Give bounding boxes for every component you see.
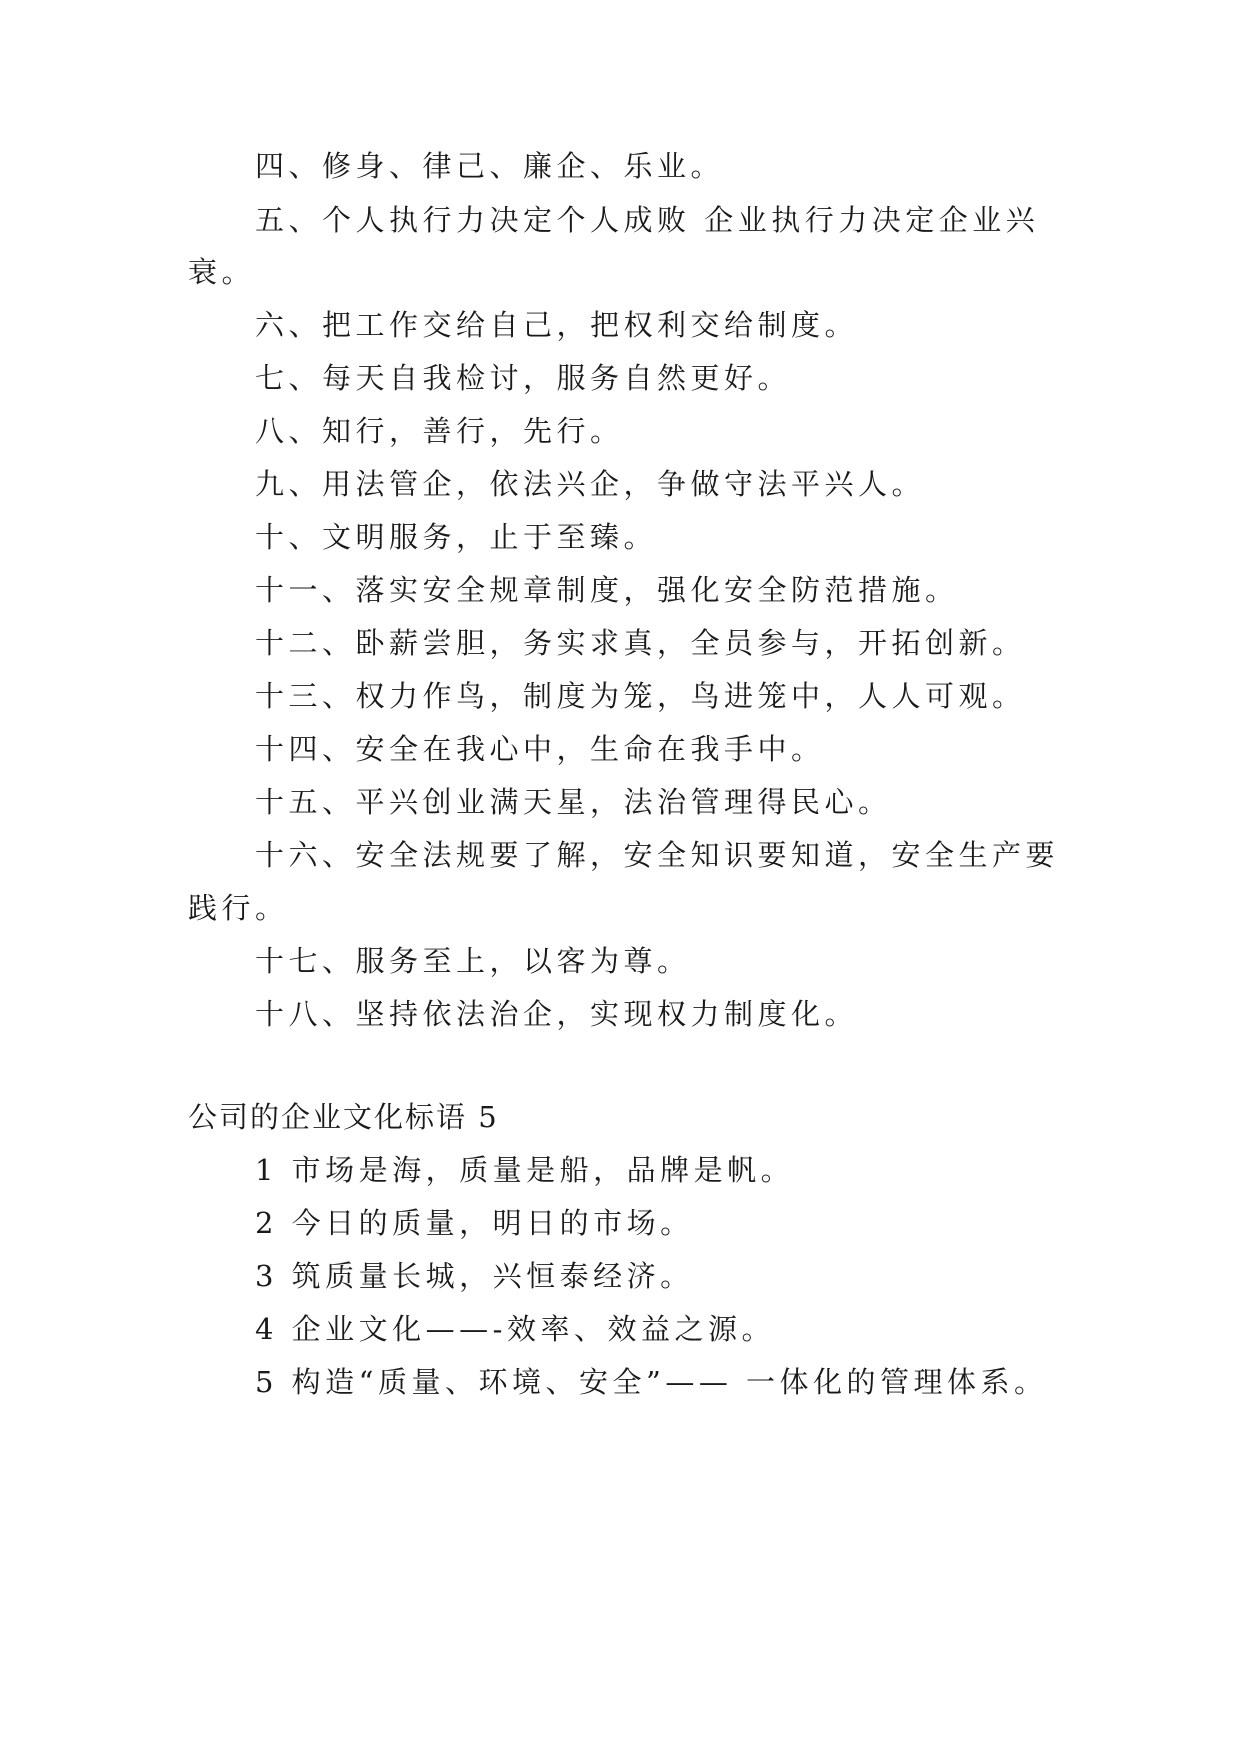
numbered-slogan: 5 构造“质量、环境、安全”—— 一体化的管理体系。	[255, 1365, 1048, 1399]
numbered-slogan: 2 今日的质量，明日的市场。	[255, 1206, 694, 1240]
slogan-line: 七、每天自我检讨，服务自然更好。	[255, 361, 792, 395]
slogan-line: 四、修身、律己、廉企、乐业。	[255, 149, 725, 183]
slogan-line: 十二、卧薪尝胆，务实求真，全员参与，开拓创新。	[255, 626, 1026, 660]
slogan-line: 九、用法管企，依法兴企，争做守法平兴人。	[255, 467, 926, 501]
slogan-line: 十四、安全在我心中，生命在我手中。	[255, 732, 825, 766]
slogan-line: 十三、权力作鸟，制度为笼，鸟进笼中，人人可观。	[255, 679, 1026, 713]
slogan-line: 十八、坚持依法治企，实现权力制度化。	[255, 997, 859, 1031]
slogan-line: 八、知行，善行，先行。	[255, 414, 624, 448]
slogan-line: 十七、服务至上，以客为尊。	[255, 944, 691, 978]
slogan-line: 十一、落实安全规章制度，强化安全防范措施。	[255, 573, 959, 607]
slogan-line: 十六、安全法规要了解，安全知识要知道，安全生产要	[255, 838, 1060, 872]
section-title: 公司的企业文化标语 5	[188, 1100, 499, 1134]
slogan-line: 十五、平兴创业满天星，法治管理得民心。	[255, 785, 892, 819]
slogan-line-continuation: 衰。	[188, 255, 256, 289]
numbered-slogan: 4 企业文化——-效率、效益之源。	[255, 1312, 775, 1346]
slogan-line-continuation: 践行。	[188, 891, 289, 925]
slogan-line: 六、把工作交给自己，把权利交给制度。	[255, 308, 859, 342]
slogan-line: 十、文明服务，止于至臻。	[255, 520, 658, 554]
slogan-line: 五、个人执行力决定个人成败 企业执行力决定企业兴	[255, 203, 1040, 237]
numbered-slogan: 1 市场是海，质量是船，品牌是帆。	[255, 1153, 795, 1187]
numbered-slogan: 3 筑质量长城，兴恒泰经济。	[255, 1259, 694, 1293]
